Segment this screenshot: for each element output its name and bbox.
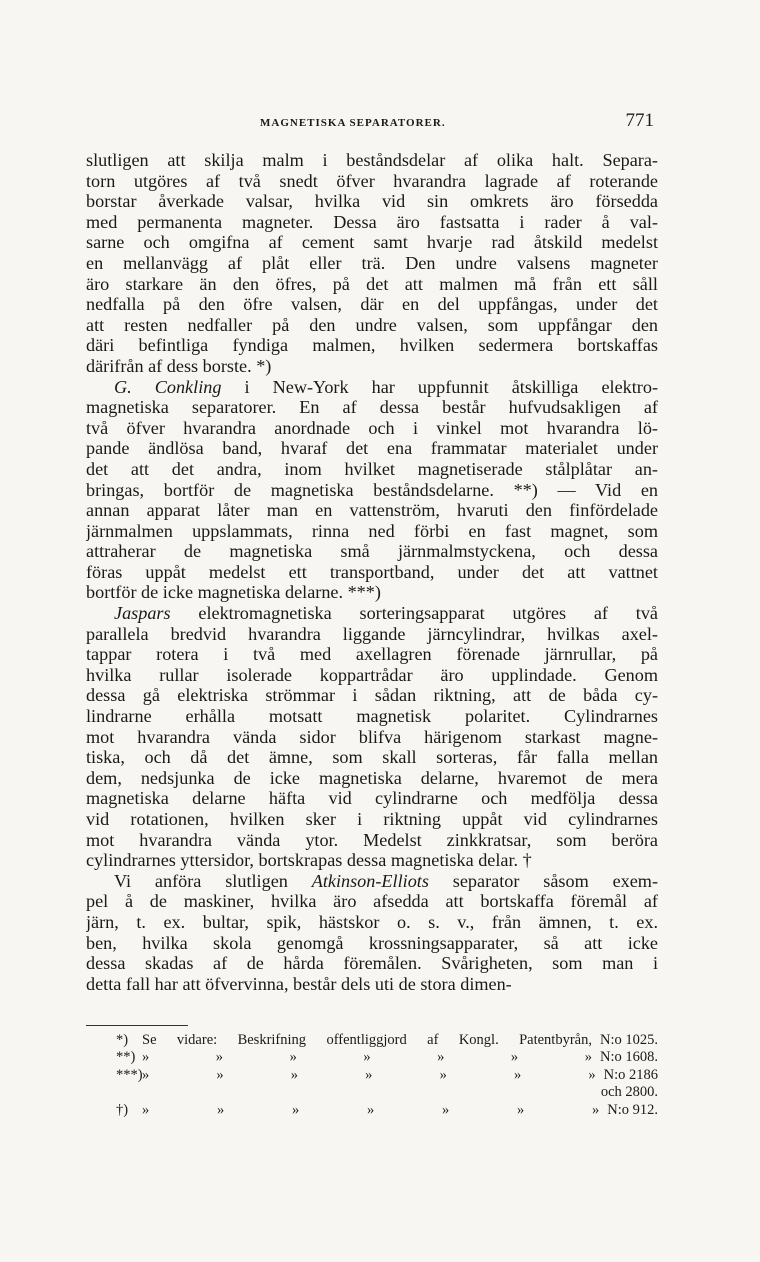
text-line: parallela bredvid hvarandra liggande järncylindrar, hvilkas axel- bbox=[86, 623, 658, 644]
body-text bbox=[86, 150, 658, 994]
text-line: tappar rotera i två med axellagren förenade järnrullar, på bbox=[86, 644, 658, 665]
text-line: nedfalla på den öfre valsen, där en del uppfångas, under det bbox=[86, 294, 658, 315]
text-line: Jaspars elektromagnetiska sorteringsapparat utgöres af två bbox=[114, 603, 658, 624]
patent-number: N:o 1025. bbox=[600, 1032, 658, 1048]
text-line: pande ändlösa band, hvaraf det ena frammatar materialet under bbox=[86, 438, 658, 459]
footnote bbox=[116, 1049, 658, 1066]
text-line: med permanenta magneter. Dessa äro fastsatta i rader å val- bbox=[86, 211, 658, 232]
text-line: G. Conkling i New-York har uppfunnit åtskilliga elektro- bbox=[114, 376, 658, 397]
text-line: lindrarne erhålla motsatt magnetisk polaritet. Cylindrarnes bbox=[86, 706, 658, 727]
text-line: järn, t. ex. bultar, spik, hästskor o. s. v., från ämnen, t. ex. bbox=[86, 911, 658, 932]
footnote-mark: *) bbox=[116, 1032, 129, 1048]
footnote-text: » » » » » » » bbox=[142, 1066, 596, 1083]
patent-number: och 2800. bbox=[600, 1084, 658, 1101]
patent-number: N:o 912. bbox=[607, 1101, 658, 1118]
text-line: sarne och omgifna af cement samt hvarje rad åtskild medelst bbox=[86, 232, 658, 253]
text-line: dessa gå elektriska strömmar i sådan riktning, att de båda cy- bbox=[86, 685, 658, 706]
text-line: tiska, och då det ämne, som skall sorteras, får falla mellan bbox=[86, 747, 658, 768]
footnotes bbox=[116, 1032, 658, 1119]
text-line: borstar åverkade valsar, hvilka vid sin omkrets äro försedda bbox=[86, 191, 658, 212]
footnote-mark: **) bbox=[116, 1049, 136, 1066]
text-line: magnetiska delarne häfta vid cylindrarne och medfölja dessa bbox=[86, 788, 658, 809]
text-line: bringas, bortför de magnetiska beståndsdelarne. **) — Vid en bbox=[86, 479, 658, 500]
running-title: MAGNETISKA SEPARATORER. bbox=[260, 117, 446, 129]
patent-number: N:o 1608. bbox=[600, 1049, 658, 1066]
text-line: föras uppåt medelst ett transportband, under det att vattnet bbox=[86, 561, 658, 582]
text-line: pel å de maskiner, hvilka äro afsedda att bortskaffa föremål af bbox=[86, 891, 658, 912]
footnote bbox=[116, 1102, 658, 1119]
text-line: vid rotationen, hvilken sker i riktning uppåt vid cylindrarnes bbox=[86, 809, 658, 829]
patent-number: N:o 2186 bbox=[603, 1066, 658, 1083]
text-line: dem, nedsjunka de icke magnetiska delarne, hvaremot de mera bbox=[86, 767, 658, 788]
text-line: cylindrarnes yttersidor, bortskrapas dessa magnetiska delar. † bbox=[86, 850, 532, 871]
footnote bbox=[116, 1084, 658, 1101]
text-line: två öfver hvarandra anordnade och i vinkel mot hvarandra lö- bbox=[86, 417, 658, 438]
text-line: dessa skadas af de hårda föremålen. Svårigheten, som man i bbox=[86, 953, 658, 974]
footnote-text: » » » » » » » bbox=[142, 1049, 592, 1066]
text-line: äro starkare än den öfres, på det att malmen må från ett såll bbox=[86, 273, 658, 294]
text-line: mot hvarandra vända ytor. Medelst zinkkratsar, som beröra bbox=[86, 829, 658, 850]
footnote-text: Se vidare: Beskrifning offentliggjord af Kongl. Patentbyrån, bbox=[142, 1032, 592, 1048]
page-number: 771 bbox=[625, 110, 654, 131]
text-line: hvilka rullar isolerade koppartrådar äro upplindade. Genom bbox=[86, 664, 658, 685]
footnote-rule bbox=[86, 1025, 188, 1026]
text-line: slutligen att skilja malm i beståndsdelar af olika halt. Separa- bbox=[86, 150, 658, 170]
footnote-text: » » » » » » » bbox=[142, 1101, 600, 1118]
text-line: det att det andra, inom hvilket magnetiserade stålplåtar an- bbox=[86, 458, 658, 479]
text-line: annan apparat låter man en vattenström, hvaruti den finfördelade bbox=[86, 500, 658, 521]
text-line: attraherar de magnetiska små järnmalmstyckena, och dessa bbox=[86, 541, 658, 562]
footnote bbox=[116, 1067, 658, 1084]
text-line: torn utgöres af två snedt öfver hvarandra lagrade af roterande bbox=[86, 170, 658, 191]
text-line: magnetiska separatorer. En af dessa består hufvudsakligen af bbox=[86, 397, 658, 418]
footnote-mark: ***) bbox=[116, 1066, 143, 1083]
text-line: ben, hvilka skola genomgå krossningsapparater, så att icke bbox=[86, 932, 658, 953]
text-line: detta fall har att öfvervinna, består dels uti de stora dimen- bbox=[86, 973, 512, 994]
running-header bbox=[86, 110, 658, 134]
footnote-mark: †) bbox=[116, 1101, 129, 1118]
text-line: en mellanvägg af plåt eller trä. Den undre valsens magneter bbox=[86, 252, 658, 273]
text-line: därifrån af dess borste. *) bbox=[86, 355, 272, 376]
text-line: mot hvarandra vända sidor blifva härigenom starkast magne- bbox=[86, 726, 658, 747]
text-line: bortför de icke magnetiska delarne. ***) bbox=[86, 582, 381, 603]
footnote bbox=[116, 1032, 658, 1049]
text-line: däri befintliga fyndiga malmen, hvilken sedermera bortskaffas bbox=[86, 335, 658, 356]
text-line: Vi anföra slutligen Atkinson-Elliots separator såsom exem- bbox=[114, 870, 658, 891]
text-line: att resten nedfaller på den undre valsen, som uppfångar den bbox=[86, 314, 658, 335]
text-line: järnmalmen uppslammats, rinna ned förbi en fast magnet, som bbox=[86, 520, 658, 541]
